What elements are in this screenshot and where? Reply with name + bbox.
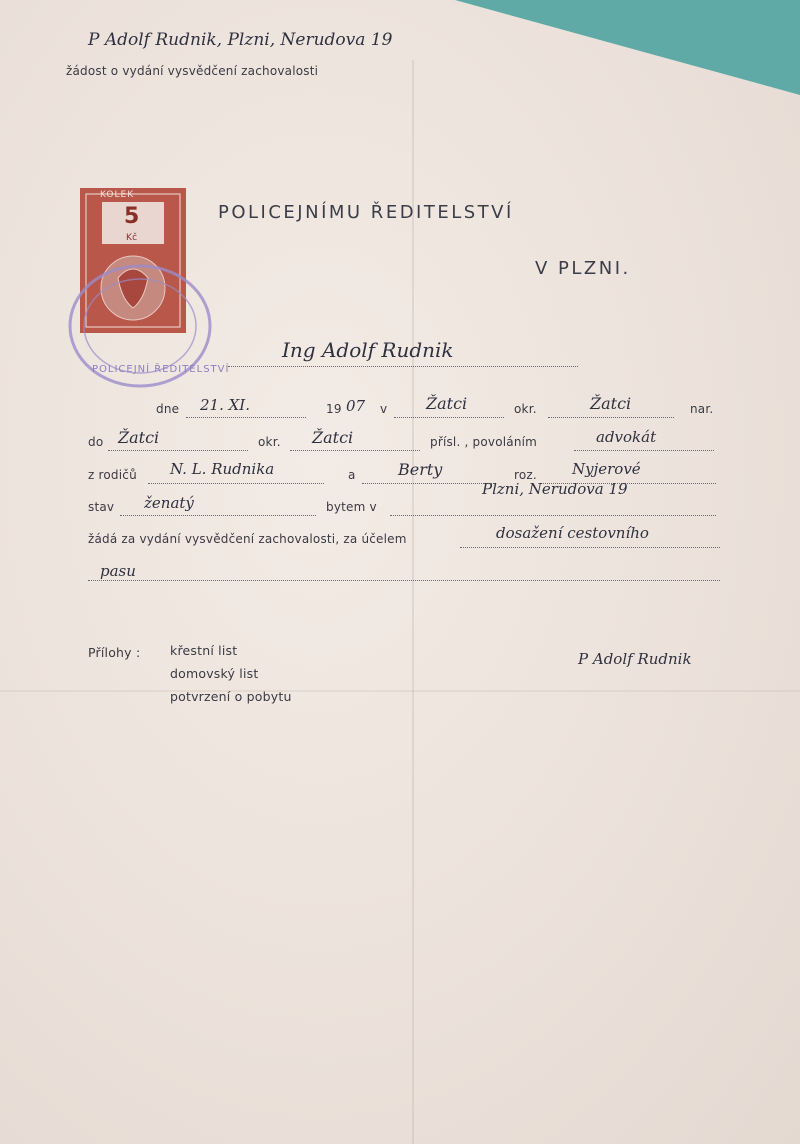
birth-place: Žatci <box>426 394 468 413</box>
addressee-line-2: V PLZNI. <box>535 258 631 279</box>
birth-year: 07 <box>346 397 366 415</box>
domicile-district-line <box>290 450 420 451</box>
birth-day: 21. XI. <box>200 396 250 414</box>
prisl-povolanim-label: přísl. , povoláním <box>430 435 538 449</box>
a-label: a <box>348 468 356 482</box>
domicile: Žatci <box>118 428 160 447</box>
attachment-item: potvrzení o pobytu <box>170 689 292 704</box>
v-label: v <box>380 402 388 416</box>
do-label: do <box>88 435 104 449</box>
purpose-line-1 <box>460 547 720 548</box>
bytem-label: bytem v <box>326 500 377 514</box>
stamp-unit: Kč <box>126 233 138 243</box>
purpose-1: dosažení cestovního <box>496 524 649 542</box>
purpose-2: pasu <box>100 562 136 580</box>
domicile-line <box>108 450 248 451</box>
father-line <box>148 483 324 484</box>
birth-place-line <box>394 417 504 418</box>
birth-district-line <box>548 417 674 418</box>
stamp-top-text: KOLEK <box>100 190 135 200</box>
roz-label: roz. <box>514 468 537 482</box>
father: N. L. Rudnika <box>170 460 275 478</box>
mother: Berty <box>398 460 443 479</box>
signature: P Adolf Rudnik <box>578 650 692 668</box>
mother-line <box>362 483 496 484</box>
attachments-label: Přílohy : <box>88 645 141 660</box>
occupation: advokát <box>596 428 657 446</box>
handwritten-applicant-header: P Adolf Rudnik, Plzni, Nerudova 19 <box>88 30 393 50</box>
attachment-item: domovský list <box>170 666 259 681</box>
applicant-name-line <box>228 366 578 367</box>
date-line <box>186 417 306 418</box>
residence-line <box>390 515 716 516</box>
mother-maiden-name: Nyjerové <box>572 460 641 478</box>
okr-label: okr. <box>514 402 537 416</box>
parents-label: z rodičů <box>88 468 137 482</box>
purpose-line-2 <box>88 580 720 581</box>
stav-label: stav <box>88 500 115 514</box>
status-line <box>120 515 316 516</box>
applicant-name: Ing Adolf Rudnik <box>282 338 454 362</box>
okr2-label: okr. <box>258 435 281 449</box>
fold-line-horizontal <box>0 690 800 692</box>
dne-label: dne <box>156 402 180 416</box>
residence: Plzni, Nerudova 19 <box>482 480 628 498</box>
marital-status: ženatý <box>144 494 194 512</box>
nar-label: nar. <box>690 402 714 416</box>
birth-district: Žatci <box>590 394 632 413</box>
stamp-value: 5 <box>124 204 140 229</box>
seal-text: POLICEJNÍ ŘEDITELSTVÍ <box>92 364 230 375</box>
domicile-district: Žatci <box>312 428 354 447</box>
attachment-item: křestní list <box>170 643 238 658</box>
occupation-line <box>574 450 714 451</box>
year-prefix: 19 <box>326 402 342 416</box>
request-text: žádá za vydání vysvědčení zachovalosti, za účelem <box>88 532 407 546</box>
addressee-line-1: POLICEJNÍMU ŘEDITELSTVÍ <box>218 202 514 223</box>
form-title: žádost o vydání vysvědčení zachovalosti <box>66 64 319 78</box>
